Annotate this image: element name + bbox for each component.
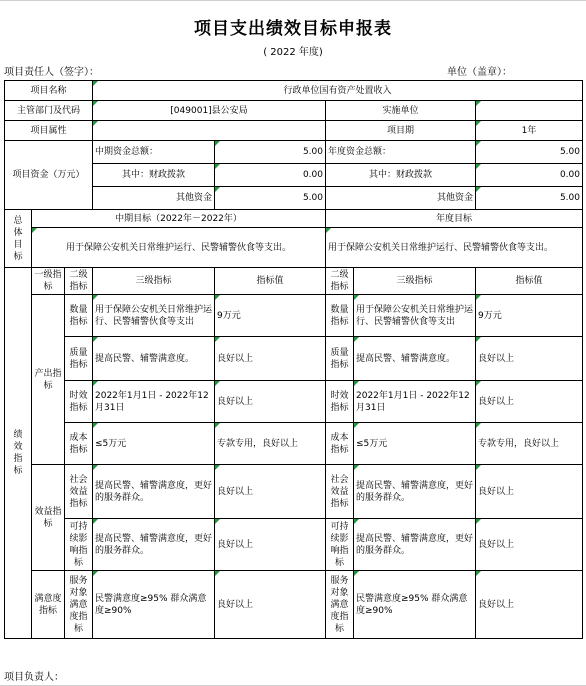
table-row-l2: 社会效益指标 bbox=[65, 465, 93, 519]
table-row-l2-year: 时效指标 bbox=[326, 381, 354, 423]
table-row-value-year[interactable]: 专款专用，良好以上 bbox=[476, 423, 583, 465]
overall-year-text[interactable]: 用于保障公安机关日常维护运行、民警辅警伙食等支出。 bbox=[326, 228, 583, 268]
table-row-l3-year[interactable]: 提高民警、辅警满意度，更好的服务群众。 bbox=[354, 519, 476, 571]
year-total-value[interactable]: 5.00 bbox=[476, 141, 583, 164]
table-row-value[interactable]: 良好以上 bbox=[215, 519, 326, 571]
year-fiscal-label: 其中：财政拨款 bbox=[326, 164, 476, 187]
year-other-label: 其他资金 bbox=[326, 187, 476, 210]
table-row-value[interactable]: 良好以上 bbox=[215, 571, 326, 639]
table-row-l2: 数量指标 bbox=[65, 295, 93, 337]
overall-mid-header: 中期目标（2022年－2022年） bbox=[32, 210, 326, 228]
mid-fiscal-label: 其中：财政拨款 bbox=[93, 164, 215, 187]
project-lead-label: 项目负责人： bbox=[4, 672, 64, 683]
dept-value[interactable]: [049001]县公安局 bbox=[93, 101, 326, 121]
table-row-l2: 可持续影响指标 bbox=[65, 519, 93, 571]
table-row-value-year[interactable]: 良好以上 bbox=[476, 465, 583, 519]
mid-other-label: 其他资金 bbox=[93, 187, 215, 210]
form-title: 项目支出绩效目标申报表 bbox=[194, 19, 392, 39]
table-row-l3[interactable]: ≤5万元 bbox=[93, 423, 215, 465]
table-row-value[interactable]: 专款专用，良好以上 bbox=[215, 423, 326, 465]
col-l3-header: 三级指标 bbox=[93, 268, 215, 295]
col-l2-header-year: 二级指标 bbox=[326, 268, 354, 295]
table-row-l2-year: 可持续影响指标 bbox=[326, 519, 354, 571]
table-row-l3[interactable]: 提高民警、辅警满意度，更好的服务群众。 bbox=[93, 465, 215, 519]
table-row-l2: 质量指标 bbox=[65, 337, 93, 381]
mid-total-label: 中期资金总额： bbox=[93, 141, 215, 164]
attr-value[interactable] bbox=[93, 121, 326, 141]
funds-label: 项目资金（万元） bbox=[5, 141, 93, 210]
overall-mid-text[interactable]: 用于保障公安机关日常维护运行、民警辅警伙食等支出。 bbox=[32, 228, 326, 268]
overall-year-header: 年度目标 bbox=[326, 210, 583, 228]
table-row-l3-year[interactable]: 用于保障公安机关日常维护运行、民警辅警伙食等支出 bbox=[354, 295, 476, 337]
project-name-label: 项目名称 bbox=[5, 81, 93, 101]
table-row-value-year[interactable]: 9万元 bbox=[476, 295, 583, 337]
mid-other-value[interactable]: 5.00 bbox=[215, 187, 326, 210]
year-fiscal-value[interactable]: 0.00 bbox=[476, 164, 583, 187]
table-row-l2: 时效指标 bbox=[65, 381, 93, 423]
table-row-value-year[interactable]: 良好以上 bbox=[476, 337, 583, 381]
mid-fiscal-value[interactable]: 0.00 bbox=[215, 164, 326, 187]
table-row-value[interactable]: 良好以上 bbox=[215, 381, 326, 423]
table-row-l3-year[interactable]: 2022年1月1日 - 2022年12月31日 bbox=[354, 381, 476, 423]
impl-unit-label: 实施单位 bbox=[326, 101, 476, 121]
table-row-value-year[interactable]: 良好以上 bbox=[476, 381, 583, 423]
table-row-l2: 服务对象满意度指标 bbox=[65, 571, 93, 639]
unit-label: 单位（盖章）： bbox=[447, 67, 512, 78]
table-row-l3-year[interactable]: 提高民警、辅警满意度，更好的服务群众。 bbox=[354, 465, 476, 519]
dept-label: 主管部门及代码 bbox=[5, 101, 93, 121]
table-row-value-year[interactable]: 良好以上 bbox=[476, 519, 583, 571]
overall-goal-label: 总体目标 bbox=[5, 210, 32, 268]
table-row-l2-year: 数量指标 bbox=[326, 295, 354, 337]
col-value-header: 指标值 bbox=[215, 268, 326, 295]
table-row-l3[interactable]: 提高民警、辅警满意度，更好的服务群众。 bbox=[93, 519, 215, 571]
table-row-l2-year: 服务对象满意度指标 bbox=[326, 571, 354, 639]
table-row-l3[interactable]: 民警满意度≥95% 群众满意度≥90% bbox=[93, 571, 215, 639]
impl-unit-value[interactable] bbox=[476, 101, 583, 121]
table-row-value-year[interactable]: 良好以上 bbox=[476, 571, 583, 639]
table-row-value[interactable]: 9万元 bbox=[215, 295, 326, 337]
table-row-value[interactable]: 良好以上 bbox=[215, 465, 326, 519]
satisfaction-indicator-label: 满意度指标 bbox=[32, 571, 65, 639]
table-row-l2-year: 社会效益指标 bbox=[326, 465, 354, 519]
table-row-l2-year: 质量指标 bbox=[326, 337, 354, 381]
performance-form-table bbox=[4, 80, 583, 639]
col-l3-header-year: 三级指标 bbox=[354, 268, 476, 295]
project-name-value[interactable]: 行政单位国有资产处置收入 bbox=[93, 81, 583, 101]
attr-label: 项目属性 bbox=[5, 121, 93, 141]
table-row-l2-year: 成本指标 bbox=[326, 423, 354, 465]
table-row-l3-year[interactable]: ≤5万元 bbox=[354, 423, 476, 465]
effect-indicator-label: 效益指标 bbox=[32, 465, 65, 571]
period-value[interactable]: 1年 bbox=[476, 121, 583, 141]
period-label: 项目期 bbox=[326, 121, 476, 141]
table-row-l3-year[interactable]: 民警满意度≥95% 群众满意度≥90% bbox=[354, 571, 476, 639]
table-row-l3[interactable]: 提高民警、辅警满意度。 bbox=[93, 337, 215, 381]
col-value-header-year: 指标值 bbox=[476, 268, 583, 295]
mid-total-value[interactable]: 5.00 bbox=[215, 141, 326, 164]
perf-indicator-label: 绩效指标 bbox=[5, 268, 32, 639]
col-l2-header: 二级指标 bbox=[65, 268, 93, 295]
responsible-label: 项目责任人（签字）： bbox=[4, 67, 99, 78]
year-other-value[interactable]: 5.00 bbox=[476, 187, 583, 210]
table-row-l3[interactable]: 2022年1月1日 - 2022年12月31日 bbox=[93, 381, 215, 423]
table-row-l3[interactable]: 用于保障公安机关日常维护运行、民警辅警伙食等支出 bbox=[93, 295, 215, 337]
year-line: ( 2022 年度) bbox=[263, 47, 323, 58]
year-total-label: 年度资金总额： bbox=[326, 141, 476, 164]
output-indicator-label: 产出指标 bbox=[32, 295, 65, 465]
table-row-l3-year[interactable]: 提高民警、辅警满意度。 bbox=[354, 337, 476, 381]
table-row-value[interactable]: 良好以上 bbox=[215, 337, 326, 381]
table-row-l2: 成本指标 bbox=[65, 423, 93, 465]
col-l1-header: 一级指标 bbox=[32, 268, 65, 295]
